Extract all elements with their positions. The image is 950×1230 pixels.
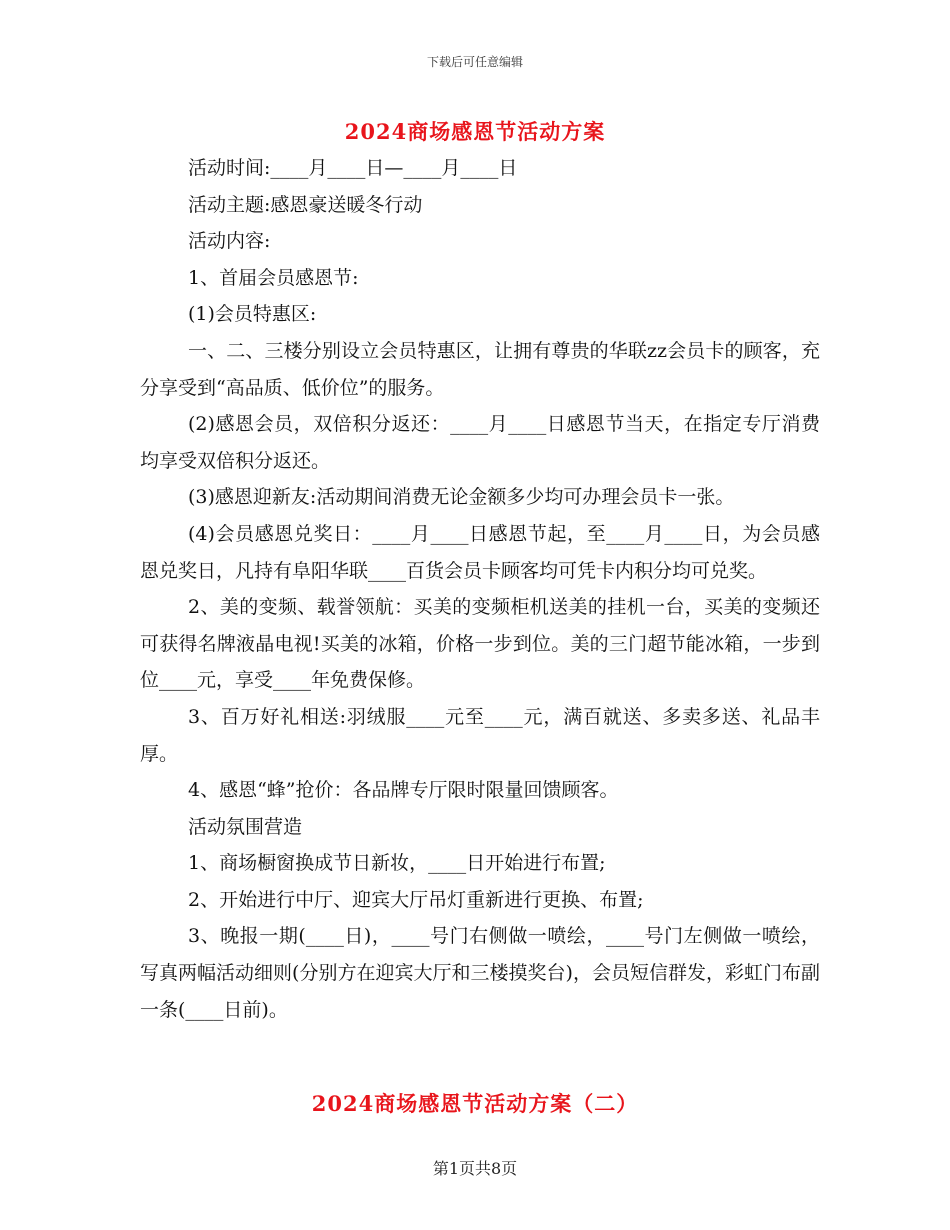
paragraph: (3)感恩迎新友:活动期间消费无论金额多少均可办理会员卡一张。 xyxy=(188,486,735,509)
paragraph: 一、二、三楼分别设立会员特惠区，让拥有尊贵的华联zz会员卡的顾客，充分享受到“高品质、低价位”的服务。 xyxy=(140,339,820,399)
header-note: 下载后可任意编辑 xyxy=(426,55,523,69)
paragraph: 4、感恩“蜂”抢价：各品牌专厅限时限量回馈顾客。 xyxy=(188,779,619,802)
paragraph: 3、晚报一期(____日)，____号门右侧做一喷绘，____号门左侧做一喷绘，写真两幅活动细则(分别方在迎宾大厅和三楼摸奖台)，会员短信群发，彩虹门布副一条(____日前)。 xyxy=(140,925,820,1021)
document-title: 2024商场感恩节活动方案 xyxy=(344,119,606,144)
paragraph: (1)会员特惠区: xyxy=(188,303,317,326)
paragraph: 活动主题:感恩豪送暖冬行动 xyxy=(188,193,423,216)
page-number: 第1页共8页 xyxy=(432,1159,518,1178)
paragraph: 3、百万好礼相送:羽绒服____元至____元，满百就送、多卖多送、礼品丰厚。 xyxy=(140,705,820,765)
next-section-title: 2024商场感恩节活动方案（二） xyxy=(311,1091,639,1116)
paragraph: 1、商场橱窗换成节日新妆，____日开始进行布置; xyxy=(188,852,606,875)
document-body xyxy=(140,150,820,1028)
paragraph: 活动氛围营造 xyxy=(188,815,303,838)
paragraph: (2)感恩会员，双倍积分返还：____月____日感恩节当天，在指定专厅消费均享受双倍积分返还。 xyxy=(140,413,820,472)
paragraph: 2、开始进行中厅、迎宾大厅吊灯重新进行更换、布置; xyxy=(188,888,644,911)
paragraph: 2、美的变频、载誉领航：买美的变频柜机送美的挂机一台，买美的变频还可获得名牌液晶电视!买美的冰箱，价格一步到位。美的三门超节能冰箱，一步到位____元，享受____年免费保修。 xyxy=(140,596,820,692)
paragraph: 1、首届会员感恩节: xyxy=(188,266,359,289)
paragraph: 活动时间:____月____日—____月____日 xyxy=(188,157,518,179)
paragraph: (4)会员感恩兑奖日：____月____日感恩节起，至____月____日，为会员感恩兑奖日，凡持有阜阳华联____百货会员卡顾客均可凭卡内积分均可兑奖。 xyxy=(140,522,820,582)
paragraph: 活动内容: xyxy=(188,230,271,253)
